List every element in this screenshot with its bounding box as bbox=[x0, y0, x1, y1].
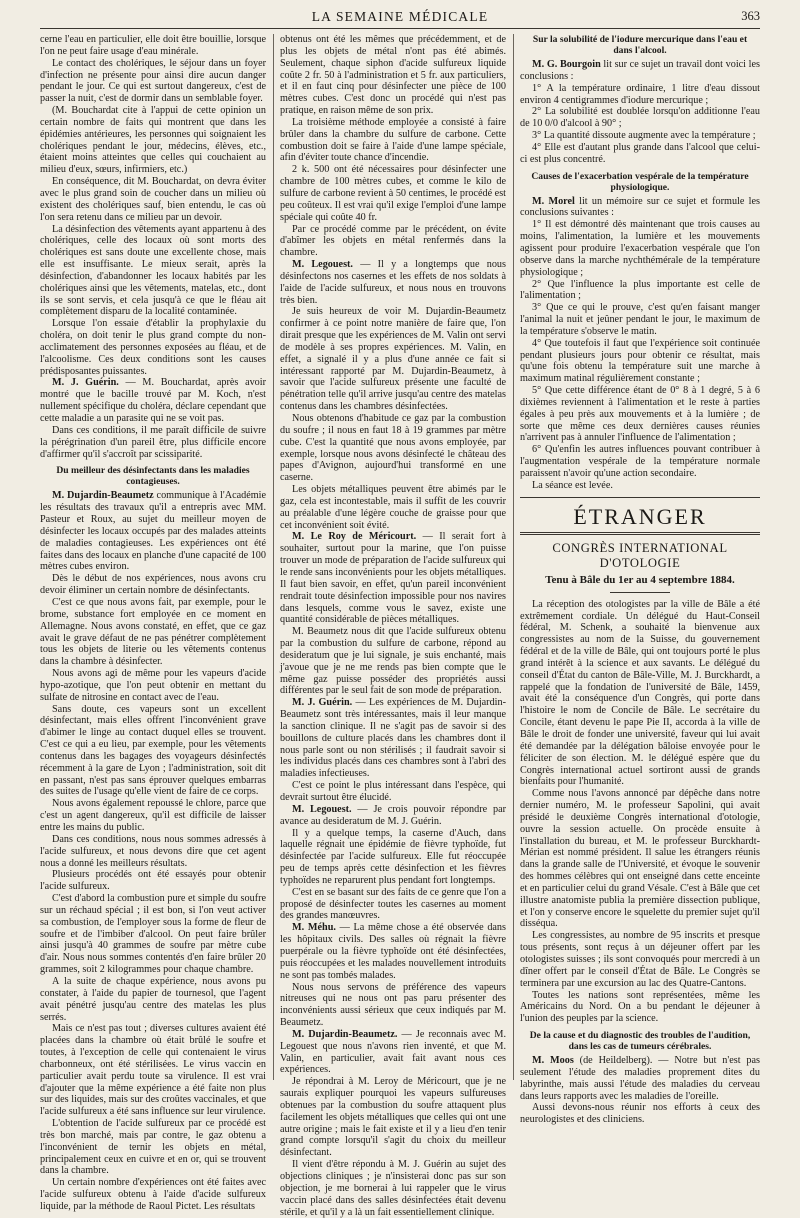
paragraph: obtenus ont été les mêmes que précédemment, et de plus les objets de métal n'ont pas été abimés. Seulement, chaque siphon d'acide sulfureux liquide coûte 2 fr. 50 à l'administration et 5 fr. aux particuliers, et il en faut cinq pour désinfecter une pièce de 100 mètres cubes. C'est donc un procédé qui n'est pas pratique, en raison même de son prix. bbox=[280, 34, 506, 117]
paragraph: Dans ces conditions, il me paraît difficile de suivre la pérégrination d'un pareil être, plus difficile encore d'affirmer qu'il s'accroît par scissiparité. bbox=[40, 424, 266, 460]
paragraph bbox=[520, 196, 760, 220]
paragraph: C'est d'abord la combustion pure et simple du soufre sur un réchaud spécial ; il est bon, si l'on veut activer sa combustion, de l'employer sous la forme de fleur de soufre et de l'imbiber d'alcool. On peut faire brûler ainsi jusqu'à 40 grammes de soufre par mètre cube d'air. Nous nous sommes contentés d'en faire brûler 20 grammes, soit 2 kilogrammes pour chaque chambre. bbox=[40, 893, 266, 976]
paragraph-text: — Je crois pouvoir répondre par avance au desideratum de M. J. Guérin. bbox=[280, 803, 506, 827]
paragraph: Nous avons agi de même pour les vapeurs d'acide hypo-azotique, que l'on peut obtenir en mettant du sulfate de nitrosine en contact avec de l'eau. bbox=[40, 668, 266, 703]
divider bbox=[610, 592, 670, 593]
congress-title: CONGRÈS INTERNATIONAL D'OTOLOGIE bbox=[552, 540, 728, 570]
paragraph: A la suite de chaque expérience, nous avons pu constater, à l'aide du papier de tournesol, que l'agent avait pénétré jusqu'au centre des matelas les plus serrés. bbox=[40, 975, 266, 1023]
paragraph: Le contact des cholériques, le séjour dans un foyer d'infection ne présente pour ainsi dire aucun danger pendant le jour. Ce qui est surtout dangereux, c'est de passer la nuit, c'est de dormir dans un semblable foyer. bbox=[40, 57, 266, 105]
speaker-name: M. Legouest. bbox=[292, 259, 353, 271]
paragraph: Nous avons également repoussé le chlore, parce que c'est un agent dangereux, qu'il est difficile de laisser entre les mains du public. bbox=[40, 798, 266, 833]
paragraph: La troisième méthode employée a consisté à faire brûler dans la chambre du sulfure de carbone. Cette combustion doit se faire à l'aide d'une lampe spéciale, afin d'éviter toute chance d'incendie. bbox=[280, 116, 506, 164]
speaker-name: M. Dujardin-Beaumetz bbox=[52, 490, 154, 502]
paragraph: La désinfection des vêtements ayant appartenu à des cholériques, celle des locaux où sont morts des cholériques est sans doute une excellente chose, mais elle est insuffisante. Le mieux serait, après la désinfection, d'abandonner les locaux habités par les cholériques ainsi que les vêtements, matelas, etc., dont ils se sont servis, et cela jusqu'à ce que le fléau ait complètement disparu de la localité contaminée. bbox=[40, 223, 266, 318]
paragraph: 6° Qu'enfin les autres influences pouvant contribuer à l'augmentation vespérale de la température normale paraissent n'avoir qu'une action secondaire. bbox=[520, 444, 760, 479]
speaker-name: M. G. Bourgoin bbox=[532, 59, 601, 70]
paragraph-text: (de Heildelberg). — Notre but n'est pas seulement l'étude des maladies proprement dites du labyrinthe, mais aussi l'étude des maladies du cerveau dans leurs rapports avec les maladies de l'oreille. bbox=[520, 1055, 761, 1102]
paragraph: Nous obtenons d'habitude ce gaz par la combustion du soufre ; il nous en faut 18 à 19 grammes par mètre cube. C'est la quantité que nous avons employée, par exemple, lorsque nous avons désinfecté le château des papes d'Avignon, aujourd'hui transformé en une caserne. bbox=[280, 413, 506, 484]
paragraph: C'est en se basant sur des faits de ce genre que l'on a proposé de désinfecter toutes les casernes au moment des grandes manœuvres. bbox=[280, 886, 506, 922]
paragraph: C'est ce que nous avons fait, par exemple, pour le brome, substance fort employée en ce moment en Allemagne. Nous avons constaté, en effet, que ce gaz avait le grave défaut de ne pas pénétrer complètement tous les objets de literie ou les vêtements contenus dans la chambre à désinfecter. bbox=[40, 596, 266, 668]
paragraph: Nous nous servons de préférence des vapeurs nitreuses qui ne nous ont pas paru présenter des inconvénients aussi sérieux que ceux indiqués par M. Beaumetz. bbox=[280, 981, 506, 1029]
column-left bbox=[40, 34, 267, 1212]
speaker-name: M. J. Guérin. bbox=[52, 377, 119, 389]
paragraph: Toutes les nations sont représentées, même les Américains du Nord. On a bu pendant le déjeuner à l'union des peuples par la science. bbox=[520, 989, 760, 1025]
paragraph-text: lit un mémoire sur ce sujet et formule les conclusions suivantes : bbox=[520, 195, 761, 219]
paragraph: 2° La solubilité est doublée lorsqu'on additionne l'eau de 10 0/0 d'alcool à 90° ; bbox=[520, 106, 760, 130]
paragraph: M. Beaumetz nous dit que l'acide sulfureux obtenu par la combustion du sulfure de carbone, répond au desideratum que je lui signale, je suis enchanté, mais j'avoue que je ne me rends pas bien compte que le même gaz puisse posséder des propriétés aussi différentes par le seul fait de son mode de préparation. bbox=[280, 626, 506, 697]
speaker-name: M. Morel bbox=[532, 195, 575, 207]
section-rule bbox=[520, 497, 760, 498]
paragraph bbox=[280, 1029, 506, 1076]
paragraph-text: — Il serait fort à souhaiter, surtout pour la marine, que l'on puisse trouver un mode de préparation de l'acide sulfureux qui le rende sans inconvénients pour les objets métalliques. Il faut bien savoir, en effet, qu'un pareil inconvénient rendrait toute désinfection impossible pour nos navires dans lesquels, comme vous le savez, existe une quantité considérable de pièces métalliques. bbox=[280, 531, 506, 626]
paragraph-text: — Je reconnais avec M. Legouest que nous n'avons rien inventé, et que M. Valin, en particulier, avait fait avant nous ces expériences. bbox=[280, 1028, 506, 1076]
column-middle bbox=[280, 34, 506, 1218]
paragraph: Il y a quelque temps, la caserne d'Auch, dans laquelle régnait une épidémie de fièvre typhoïde, fut désinfectée par l'acide sulfureux. Elle fut réoccupée peu de temps après cette désinfection et les fièvres typhoïdes ne reparurent plus pendant fort longtemps. bbox=[280, 827, 506, 886]
paragraph bbox=[280, 804, 506, 828]
paragraph: La séance est levée. bbox=[532, 479, 613, 491]
column-divider bbox=[513, 34, 514, 1080]
paragraph: 2° Que l'influence la plus importante est celle de l'alimentation ; bbox=[520, 278, 760, 302]
paragraph bbox=[520, 59, 760, 83]
paragraph: Je répondrai à M. Leroy de Méricourt, que je ne saurais expliquer pourquoi les vapeurs sulfureuses obtenues par la combustion du soufre attaquent plus facilement les objets métalliques que celles qui ont une autre origine ; mais le fait existe et il y a lieu d'en tenir grand compte lorsqu'il s'agit du choix du meilleur désinfectant. bbox=[280, 1076, 506, 1159]
paragraph: 4° Elle est d'autant plus grande dans l'alcool que celui-ci est plus concentré. bbox=[520, 141, 760, 165]
section-heading: Du meilleur des désinfectants dans les maladies contagieuses. bbox=[56, 465, 250, 488]
paragraph: 1° Il est démontré dès maintenant que trois causes au moins, l'alimentation, la lumière et les mouvements agissent pour produire l'exacerbation vespérale que l'on observe dans la marche nychthémérale de la température physiologique ; bbox=[520, 219, 760, 278]
congress-dates: Tenu à Bâle du 1er au 4 septembre 1884. bbox=[545, 573, 735, 586]
paragraph: Par ce procédé comme par le précédent, on évite d'abîmer les objets en métal renfermés dans la chambre. bbox=[280, 223, 506, 259]
speaker-name: M. Dujardin-Beaumetz. bbox=[292, 1028, 398, 1040]
paragraph: 3° La quantité dissoute augmente avec la température ; bbox=[532, 130, 756, 142]
speaker-name: M. Méhu. bbox=[292, 922, 336, 934]
paragraph: L'obtention de l'acide sulfureux par ce procédé est très bon marché, mais par contre, le gaz obtenu a l'inconvénient de ternir les objets en métal, principalement ceux en cuivre et en or, qui se trouvent dans la chambre. bbox=[40, 1118, 266, 1177]
paragraph bbox=[40, 377, 266, 424]
paragraph-text: communique à l'Académie les résultats des travaux qu'il a entrepris avec MM. Pasteur et Roux, au sujet du meilleur moyen de désinfecter les locaux occupés par des malades atteints de maladies contagieuses. Les expériences ont été faites dans des locaux en planche d'une capacité de 100 mètres cubes environ. bbox=[40, 490, 267, 573]
paragraph-text: — La même chose a été observée dans les hôpitaux civils. Des salles où régnait la fièvre puerpérale ou la fièvre typhoïde ont été désinfectées, puis réoccupées et les malades nouvellement introduits ne sont pas tombés malades. bbox=[280, 922, 506, 981]
paragraph: La réception des otologistes par la ville de Bâle a été extrêmement cordiale. Un délégué du Haut-Conseil fédéral, M. Schenk, a souhaité la bienvenue aux congressistes au nom de la Suisse, du gouvernement fédéral et de la ville de Bâle, qui ont toujours porté le plus grand intérêt à la science et aux savants. Le délégué du conseil d'État du canton de Bâle-Ville, M. J. Burckhardt, a rappelé que la fondation de l'université de Bâle, 1459, avait été la conséquence d'un Congrès, qui porte dans l'histoire le nom de Concile de Bâle. Le secrétaire du Concile, étant devenu le pape Pie II, accorda à la ville de Bâle le droit de fonder une université, faveur qui lui avait été demandée par la délégation bâloise envoyée pour le féliciter de son élection. M. le délégué espère que du Congrès international actuel sortiront aussi de grands bienfaits pour l'humanité. bbox=[520, 598, 760, 788]
paragraph: (M. Bouchardat cite à l'appui de cette opinion un certain nombre de faits qui montrent que dans les épidémies antérieures, les personnes qui soignaient les cholériques pendant le jour, médecins, élèves, etc., étaient moins atteintes que celles qui couchaient au milieu d'eux, sœurs, infirmiers, etc.) bbox=[40, 105, 266, 176]
column-divider bbox=[273, 34, 274, 1080]
paragraph: 4° Que toutefois il faut que l'expérience soit continuée pendant plusieurs jours pour obtenir ce résultat, mais qu'une fois obtenu la température suit une marche à maximum matinal régulièrement constante ; bbox=[520, 337, 760, 385]
paragraph: Comme nous l'avons annoncé par dépêche dans notre dernier numéro, M. le professeur Sapolini, qui avait présidé le deuxième Congrès international d'otologie, ouvre la session actuelle. On procède ensuite à l'installation du bureau, et M. le professeur Burckhardt-Mérian est nommé président. Il salue les étrangers réunis dans la grande salle de l'Université, et évoque le souvenir des hommes célèbres qui ont enseigné dans cette enceinte et en particulier celui du grand Vésale. C'est à Bâle que cet illustre anatomiste publia la première dissection publique, et l'on y conserve encore le squelette du premier sujet qu'il disséqua. bbox=[520, 788, 760, 930]
paragraph: 3° Que ce qui le prouve, c'est qu'en faisant manger l'animal la nuit et jeûner pendant le jour, le maximum de la température s'observe le matin. bbox=[520, 302, 760, 337]
paragraph bbox=[280, 531, 506, 626]
paragraph: Je suis heureux de voir M. Dujardin-Beaumetz confirmer à ce point notre manière de faire que, l'on dirait presque que les expériences de M. Valin ont servi de modèle à ses propres expériences. M. Valin, en effet, a signalé il y a plus d'une année ce fait si intéressant rapporté par M. Dujardin-Beaumetz, à savoir que l'acide sulfureux présente une faculté de pénétration telle qu'il arrive jusqu'au centre des matelas contenus dans les chambres désinfectées. bbox=[280, 306, 506, 413]
paragraph-text: — Les expériences de M. Dujardin-Beaumetz sont très intéressantes, mais il leur manque la sanction clinique. Il ne s'agit pas de savoir si des bouillons de culture placés dans les chambres dont il nous parle sont ou non stérilisés ; il faudrait savoir si les individus placés dans ces chambres sont à l'abri des maladies infectieuses. bbox=[280, 697, 506, 780]
paragraph: Dès le début de nos expériences, nous avons cru devoir éliminer un certain nombre de désinfectants. bbox=[40, 573, 266, 597]
paragraph: Dans ces conditions, nous nous sommes adressés à l'acide sulfureux, et nous devons dire que cet agent nous a donné les meilleurs résultats. bbox=[40, 833, 266, 869]
paragraph bbox=[280, 259, 506, 306]
paragraph: 2 k. 500 ont été nécessaires pour désinfecter une chambre de 100 mètres cubes, et comme le kilo de sulfure de carbone revient à 50 centimes, le procédé est peu coûteux. Il est vrai qu'il exige l'emploi d'une lampe spéciale qui coûte 40 fr. bbox=[280, 164, 506, 223]
running-header bbox=[40, 6, 760, 29]
paragraph: Il vient d'être répondu à M. J. Guérin au sujet des objections cliniques ; je n'insisterai donc pas sur son objection, je me bornerai à lui rappeler que le virus vaccin placé dans des salles désinfectées était devenu stérile, et qu'il y a là un fait essentiellement clinique. bbox=[280, 1159, 506, 1218]
section-heading: Causes de l'exacerbation vespérale de la température physiologique. bbox=[531, 170, 749, 193]
speaker-name: M. J. Guérin. bbox=[292, 697, 353, 709]
paragraph bbox=[280, 697, 506, 780]
paragraph: Mais ce n'est pas tout ; diverses cultures avaient été placées dans la chambre où était brûlé le soufre et toutes, à l'exception de celle qui contenaient le virus charbonneux, ont été stérilisées. Le virus vaccin en particulier avait perdu toute sa virulence. Il est vrai d'ajouter que la même expérience a été faite non plus sur des liquides, mais sur des croûtes vaccinales, et que l'acide sulfureux a été sans influence sur leur virulence. bbox=[40, 1023, 266, 1118]
paragraph-text: lit sur ce sujet un travail dont voici les conclusions : bbox=[520, 59, 760, 82]
section-rule bbox=[520, 532, 760, 535]
paragraph: cerne l'eau en particulier, elle doit être bouillie, lorsque l'on ne peut faire usage d'eau minérale. bbox=[40, 34, 266, 57]
paragraph bbox=[280, 922, 506, 981]
journal-title: LA SEMAINE MÉDICALE bbox=[311, 9, 489, 24]
page-number: 363 bbox=[741, 9, 760, 23]
paragraph: Un certain nombre d'expériences ont été faites avec l'acide sulfureux obtenu à l'aide d'acide sulfureux liquide, par la méthode de Raoul Pictet. Les résultats bbox=[40, 1177, 266, 1212]
paragraph: Les congressistes, au nombre de 95 inscrits et presque tous présents, sont reçus à un déjeuner offert par les otologistes suisses ; ils sont convoqués pour mercredi à un dîner offert par le conseil d'État de Bâle. Le Congrès se terminera par une excursion au lac des Quatre-Cantons. bbox=[520, 930, 760, 989]
paragraph-text: — M. Bouchardat, après avoir montré que le bacille trouvé par M. Koch, n'est nullement spécifique du choléra, déclare cependant que cette maladie a un parasite qui ne se voit pas. bbox=[40, 377, 267, 424]
paragraph bbox=[520, 1055, 760, 1102]
paragraph: Aussi devons-nous réunir nos efforts à ceux des neurologistes et des cliniciens. bbox=[520, 1102, 760, 1126]
paragraph: 1° A la température ordinaire, 1 litre d'eau dissout environ 4 centigrammes d'iodure mercurique ; bbox=[520, 82, 760, 106]
paragraph: En conséquence, dit M. Bouchardat, on devra éviter avec le plus grand soin de coucher dans un milieu où existent des cholériques sauf, bien entendu, le cas où l'on sera retenu dans ce milieu par un devoir. bbox=[40, 176, 266, 223]
paragraph-text: — Il y a longtemps que nous désinfectons nos casernes et les effets de nos soldats à l'aide de l'acide sulfureux, et nous nous en trouvons très bien. bbox=[280, 259, 506, 306]
paragraph: 5° Que cette différence étant de 0° 8 à 1 degré, 5 à 6 dixièmes reviennent à l'alimentation et le reste à parties égales à peu près aux mouvements et à la lumière ; de sorte que même ces deux dernières causes réunies n'arrivent pas à annuler l'influence de l'alimentation ; bbox=[520, 385, 760, 444]
paragraph: Lorsque l'on essaie d'établir la prophylaxie du choléra, on doit tenir le plus grand compte du non-acclimatement des personnes exposées au fléau, et de l'alcoolisme. Ces deux conditions sont les causes prédisposantes puissantes. bbox=[40, 318, 266, 377]
paragraph bbox=[40, 490, 266, 573]
speaker-name: M. Moos bbox=[532, 1055, 574, 1067]
column-right bbox=[520, 34, 761, 1126]
paragraph: Les objets métalliques peuvent être abimés par le gaz, cela est incontestable, mais il suffit de les couvrir au préalable d'une légère couche de graisse pour que cet inconvénient soit évité. bbox=[280, 484, 506, 531]
paragraph: Plusieurs procédés ont été essayés pour obtenir l'acide sulfureux. bbox=[40, 869, 266, 893]
paragraph: Sans doute, ces vapeurs sont un excellent désinfectant, mais elles offrent l'inconvénient grave d'abimer le linge au contact duquel elles se trouvent. C'est ce qui a eu lieu, par exemple, pour les vêtements contenus dans les bagages des voyageurs désinfectés récemment à la gare de Lyon ; l'administration, soit dit en passant, n'est pas sans éprouver quelques embarras des suites de l'usage qu'elle vient de faire de ce corps. bbox=[40, 703, 266, 798]
section-heading: Sur la solubilité de l'iodure mercurique dans l'eau et dans l'alcool. bbox=[532, 34, 748, 56]
paragraph: C'est ce point le plus intéressant dans l'espèce, qui devrait surtout être élucidé. bbox=[280, 780, 506, 803]
section-title: ÉTRANGER bbox=[573, 503, 707, 529]
speaker-name: M. Le Roy de Méricourt. bbox=[292, 531, 417, 543]
section-heading: De la cause et du diagnostic des troubles de l'audition, dans les cas de tumeurs cérébrales. bbox=[529, 1030, 751, 1053]
speaker-name: M. Legouest. bbox=[292, 803, 352, 815]
